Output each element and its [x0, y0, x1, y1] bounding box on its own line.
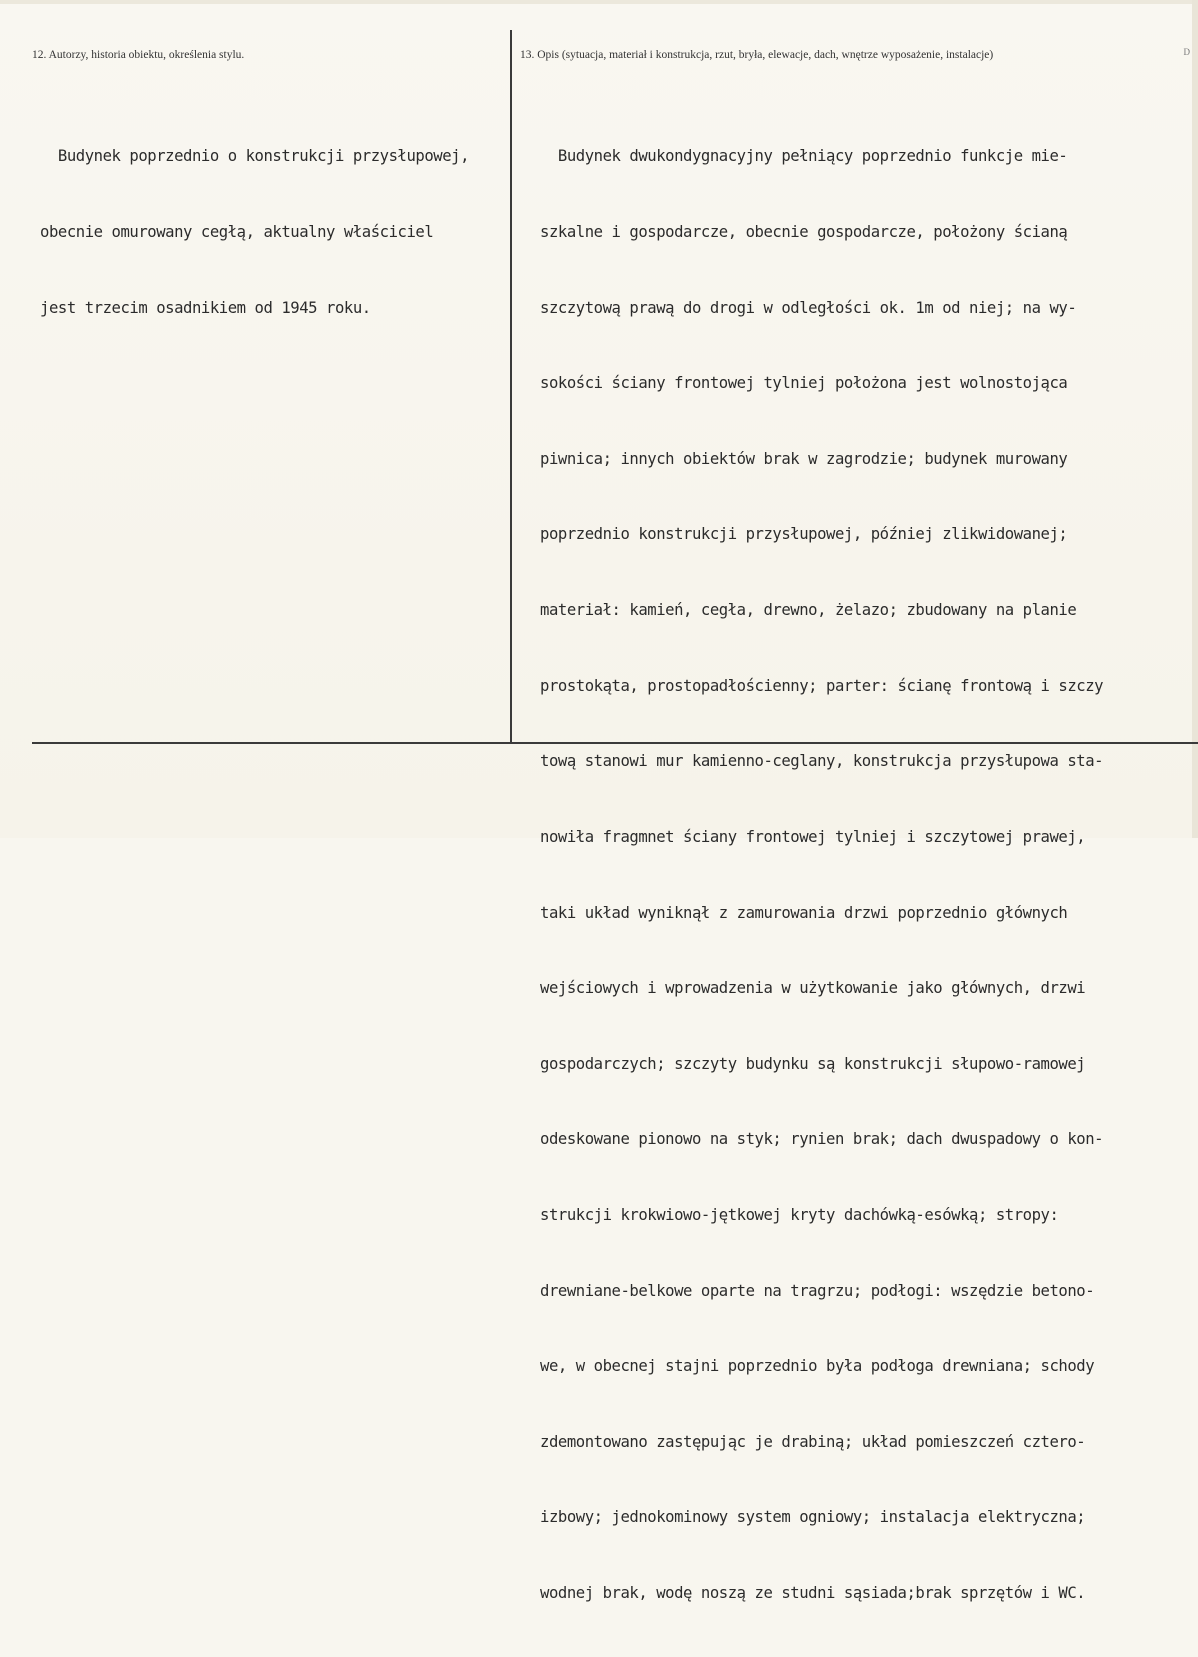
- text-line: piwnica; innych obiektów brak w zagrodzie; budynek murowany: [540, 449, 1068, 468]
- field-12-text: [40, 94, 469, 371]
- text-line: wodnej brak, wodę noszą ze studni sąsiada;brak sprzętów i WC.: [540, 1583, 1086, 1602]
- text-line: strukcji krokwiowo-jętkowej kryty dachówką-esówką; stropy:: [540, 1205, 1059, 1224]
- page-edge-top: [0, 0, 1198, 4]
- text-line: szkalne i gospodarcze, obecnie gospodarcze, położony ścianą: [540, 223, 1068, 242]
- text-line: sokości ściany frontowej tylniej położona jest wolnostojąca: [540, 374, 1068, 393]
- text-line: gospodarczych; szczyty budynku są konstrukcji słupowo-ramowej: [540, 1054, 1086, 1073]
- text-line: izbowy; jednokominowy system ogniowy; instalacja elektryczna;: [540, 1508, 1086, 1527]
- text-line: taki układ wyniknął z zamurowania drzwi poprzednio głównych: [540, 903, 1068, 922]
- text-line: wejściowych i wprowadzenia w użytkowanie jako głównych, drzwi: [540, 979, 1086, 998]
- field-12-label: 12. Autorzy, historia obiektu, określenia stylu.: [32, 49, 245, 61]
- field-13-label: 13. Opis (sytuacja, materiał i konstrukcja, rzut, bryła, elewacje, dach, wnętrze wyposażenie, instalacje): [520, 49, 994, 61]
- text-line: Budynek poprzednio o konstrukcji przysłupowej,: [40, 147, 470, 166]
- text-line: poprzednio konstrukcji przysłupowej, później zlikwidowanej;: [540, 525, 1068, 544]
- text-line: obecnie omurowany cegłą, aktualny właściciel: [40, 223, 434, 242]
- text-line: zdemontowano zastępując je drabiną; układ pomieszczeń cztero-: [540, 1432, 1086, 1451]
- text-line: tową stanowi mur kamienno-ceglany, konstrukcja przysłupowa sta-: [540, 752, 1104, 771]
- text-line: prostokąta, prostopadłościenny; parter: ścianę frontową i szczy: [540, 676, 1104, 695]
- text-line: drewniane-belkowe oparte na tragrzu; podłogi: wszędzie betono-: [540, 1281, 1095, 1300]
- text-line: Budynek dwukondygnacyjny pełniący poprzednio funkcje mie-: [540, 147, 1068, 166]
- text-line: nowiła fragmnet ściany frontowej tylniej i szczytowej prawej,: [540, 827, 1086, 846]
- text-line: odeskowane pionowo na styk; rynien brak; dach dwuspadowy o kon-: [540, 1130, 1104, 1149]
- column-divider: [510, 30, 512, 742]
- page-edge-right: [1192, 0, 1198, 838]
- text-line: we, w obecnej stajni poprzednio była podłoga drewniana; schody: [540, 1357, 1095, 1376]
- text-line: szczytową prawą do drogi w odległości ok. 1m od niej; na wy-: [540, 298, 1077, 317]
- margin-mark: D: [1183, 47, 1190, 57]
- field-13-text: [540, 94, 1103, 1657]
- text-line: jest trzecim osadnikiem od 1945 roku.: [40, 298, 371, 317]
- text-line: materiał: kamień, cegła, drewno, żelazo; zbudowany na planie: [540, 601, 1077, 620]
